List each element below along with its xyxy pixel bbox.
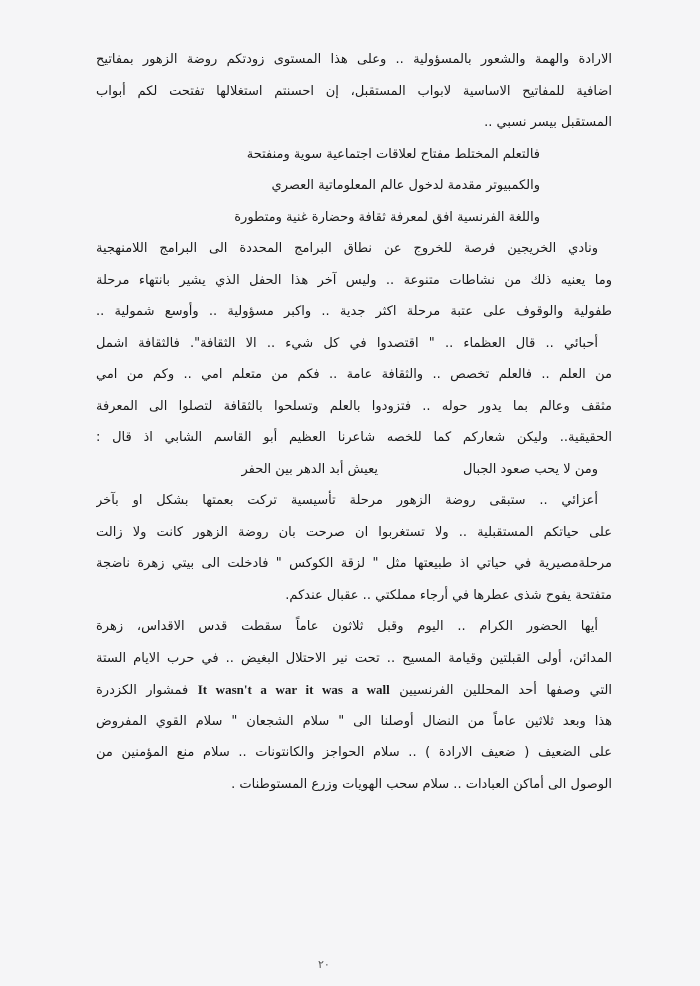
list-line-computer: والكمبيوتر مقدمة لدخول عالم المعلوماتية العصري: [271, 178, 540, 193]
text-line: وما يعنيه ذلك من نشاطات متنوعة .. وليس آخر هذا الحفل الذي يشير بانتهاء مرحلة: [96, 272, 612, 288]
text-line: اضافية للمفاتيح الاساسية لابواب المستقبل، إن احسنتم استغلالها تفتحت لكم أبواب: [96, 83, 612, 99]
document-body: [96, 44, 612, 800]
wall-quote-before: التي وصفها أحد المحللين الفرنسيين: [399, 683, 612, 698]
text-line: الارادة والهمة والشعور بالمسؤولية .. وعلى هذا المستوى زودتكم روضة الزهور بمفاتيح: [96, 52, 612, 67]
poem-verse: [96, 454, 612, 486]
list-line-mixed-learning: فالتعلم المختلط مفتاح لعلاقات اجتماعية سوية ومنفتحة: [246, 146, 540, 162]
text-line-wall-quote: [96, 674, 612, 706]
wall-quote-after: فمشوار الكزدرة: [96, 683, 189, 698]
text-line: هذا وبعد ثلاثين عاماً من النضال أوصلنا الى " سلام الشجعان " سلام القوي المفروض: [96, 713, 612, 729]
text-line: المستقبل بيسر نسبي ..: [484, 115, 612, 130]
wall-quote-english: It wasn't a war it was a wall: [197, 682, 390, 697]
text-line: على الضعيف ( ضعيف الارادة ) .. سلام الحواجز والكانتونات .. سلام منع المؤمنين من: [96, 745, 612, 760]
page-number-mark: ٢٠: [318, 958, 330, 971]
text-line: ونادي الخريجين فرصة للخروج عن نطاق البرامج المحددة الى البرامج اللامنهجية: [96, 241, 598, 256]
text-line: مثقف وعالم بما يدور حوله .. فتزودوا بالعلم وتسلحوا بالثقافة لتصلوا الى المعرفة: [96, 398, 612, 414]
text-line: الحقيقية.. وليكن شعاركم كما للخصه شاعرنا العظيم أبو القاسم الشابي اذ قال :: [96, 430, 612, 445]
text-line: طفولية والوقوف على عتبة مرحلة اكثر جدية .. واكبر مسؤولية .. وأوسع شمولية ..: [96, 304, 612, 319]
text-line: الوصول الى أماكن العبادات .. سلام سحب الهويات وزرع المستوطنات .: [231, 776, 612, 792]
text-line: أيها الحضور الكرام .. اليوم وقبل ثلاثون عاماً سقطت قدس الاقداس، زهرة: [96, 619, 598, 634]
verse-second-hemistich: يعيش أبد الدهر بين الحفر: [241, 461, 378, 477]
text-line: على حياتكم المستقبلية .. ولا تستغربوا ان صرحت بان روضة الزهور كانت ولا زالت: [96, 524, 612, 540]
text-line: أحبائي .. قال العظماء .. " اقتصدوا في كل شيء .. الا الثقافة". فالثقافة اشمل: [96, 335, 598, 351]
text-line: أعزائي .. ستبقى روضة الزهور مرحلة تأسيسية تركت بعمتها بشكل او بآخر: [96, 493, 598, 508]
text-line: متفتحة يفوح شذى عطرها في أرجاء مملكتي .. عقبال عندكم.: [285, 587, 612, 603]
text-line: المدائن، أولى القبلتين وقيامة المسيح .. تحت نير الاحتلال البغيض .. في حرب الايام الستة: [96, 650, 612, 666]
text-line: مرحلةمصيرية في حياتي اذ طبيعتها مثل " لزقة الكوكس " فادخلت الى بيتي زهرة ناضجة: [96, 556, 612, 571]
list-line-french: واللغة الفرنسية افق لمعرفة ثقافة وحضارة غنية ومتطورة: [234, 209, 540, 225]
text-line: من العلم .. فالعلم تخصص .. والثقافة عامة .. فكم من متعلم امي .. وكم من امي: [96, 367, 612, 382]
verse-first-hemistich: ومن لا يحب صعود الجبال: [463, 461, 598, 477]
